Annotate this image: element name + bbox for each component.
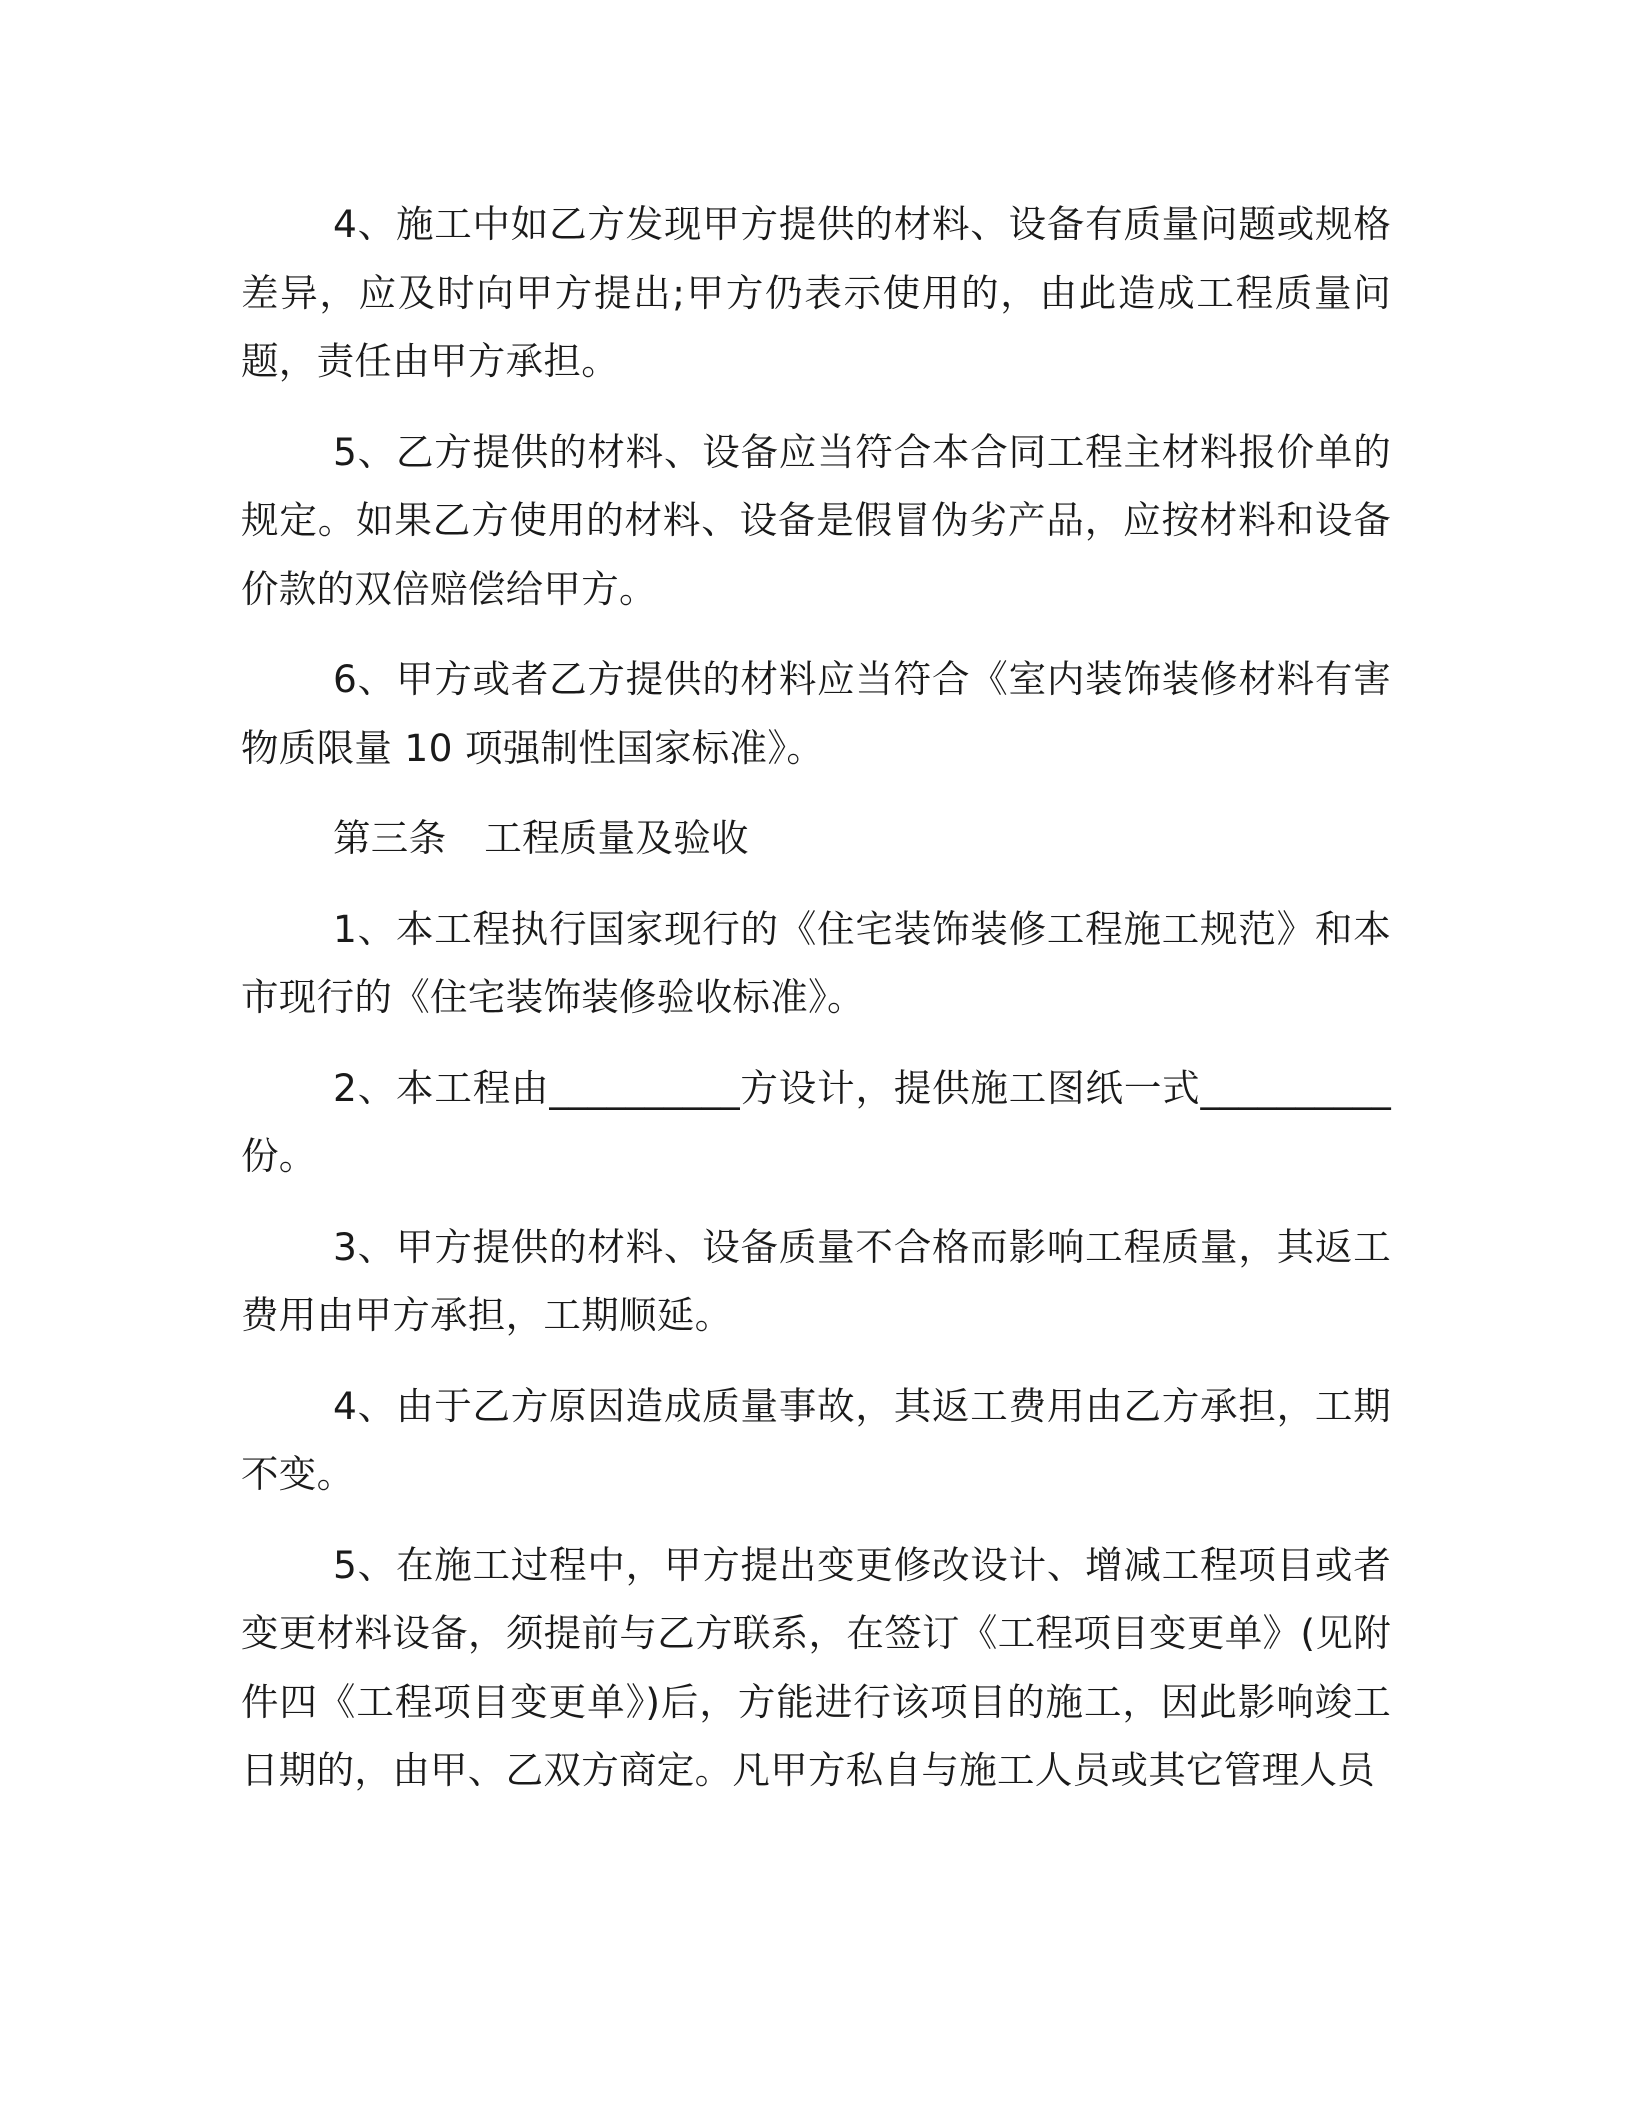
clause-2-item-5: 5、乙方提供的材料、设备应当符合本合同工程主材料报价单的规定。如果乙方使用的材料、设备是假冒伪劣产品，应按材料和设备价款的双倍赔偿给甲方。 xyxy=(241,429,1391,611)
document-page xyxy=(241,190,1391,1827)
clause-2-item-4: 4、施工中如乙方发现甲方提供的材料、设备有质量问题或规格差异，应及时向甲方提出;甲方仍表示使用的，由此造成工程质量问题，责任由甲方承担。 xyxy=(241,202,1391,383)
clause-3-item-5: 5、在施工过程中，甲方提出变更修改设计、增减工程项目或者变更材料设备，须提前与乙方联系，在签订《工程项目变更单》(见附件四《工程项目变更单》)后，方能进行该项目的施工，因此影响竣工日期的，由甲、乙双方商定。凡甲方私自与施工人员或其它管理人员 xyxy=(241,1542,1391,1792)
clause-3-item-3: 3、甲方提供的材料、设备质量不合格而影响工程质量，其返工费用由甲方承担，工期顺延。 xyxy=(241,1224,1391,1337)
clause-2-item-6: 6、甲方或者乙方提供的材料应当符合《室内装饰装修材料有害物质限量 10 项强制性国家标准》。 xyxy=(241,657,1391,770)
clause-3-item-2: 2、本工程由__________方设计，提供施工图纸一式__________份。 xyxy=(241,1065,1391,1178)
section-heading-article-3: 第三条 工程质量及验收 xyxy=(333,816,749,860)
clause-3-item-4: 4、由于乙方原因造成质量事故，其返工费用由乙方承担，工期不变。 xyxy=(241,1383,1391,1496)
clause-3-item-1: 1、本工程执行国家现行的《住宅装饰装修工程施工规范》和本市现行的《住宅装饰装修验收标准》。 xyxy=(241,906,1391,1019)
